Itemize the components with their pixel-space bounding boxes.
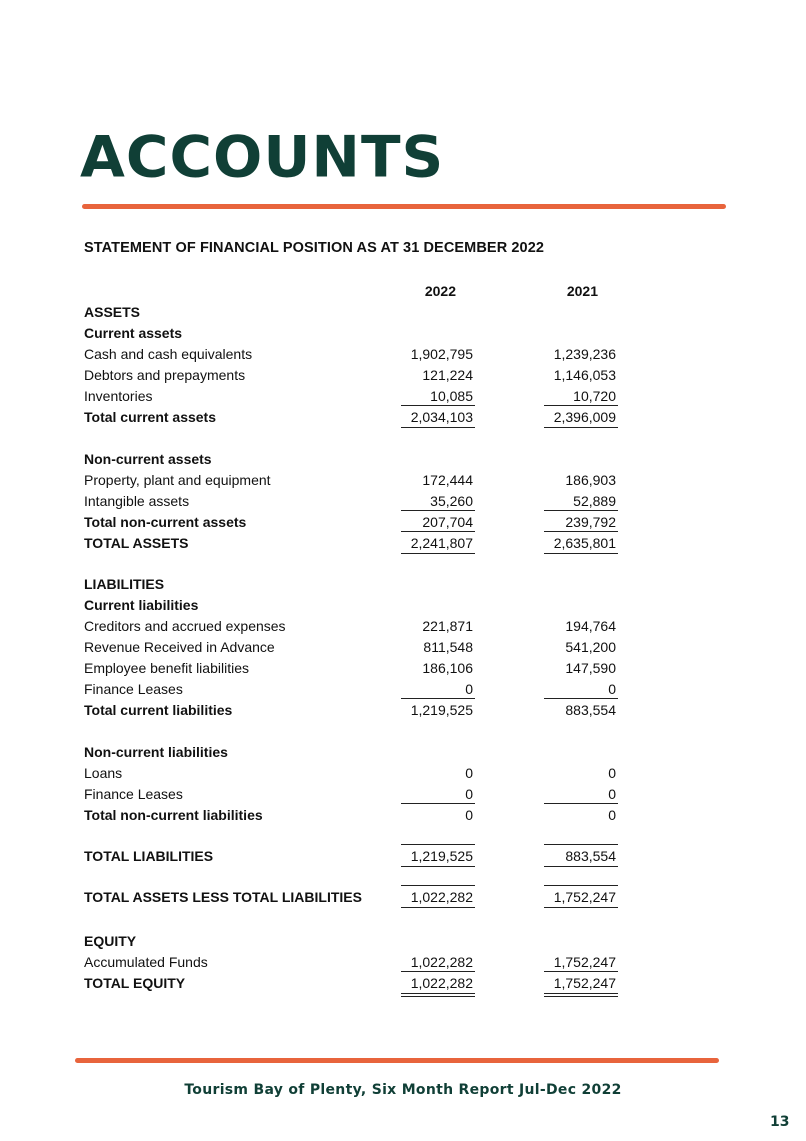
row-label: Accumulated Funds — [84, 954, 208, 970]
subtotal-rule — [401, 510, 475, 511]
value-2021: 1,752,247 — [553, 954, 616, 970]
table-row-total — [84, 407, 624, 428]
value-2021: 0 — [608, 807, 616, 823]
row-label: Revenue Received in Advance — [84, 639, 275, 655]
table-row-grand-total — [84, 533, 624, 554]
value-2021: 0 — [608, 786, 616, 802]
row-label: Total non-current assets — [84, 514, 247, 530]
value-2022: 2,034,103 — [410, 409, 473, 425]
value-2021: 1,752,247 — [553, 889, 616, 905]
footer-text: Tourism Bay of Plenty, Six Month Report Jul-Dec 2022 — [184, 1082, 622, 1098]
value-2021: 10,720 — [573, 388, 616, 404]
table-row — [84, 679, 624, 700]
row-label: Current assets — [84, 325, 183, 341]
subtotal-rule — [544, 531, 618, 532]
row-label: Cash and cash equivalents — [84, 346, 253, 362]
row-label: ASSETS — [84, 304, 141, 320]
value-2021: 186,903 — [565, 472, 616, 488]
row-label: EQUITY — [84, 933, 137, 949]
table-row-net-assets — [84, 887, 624, 908]
subtotal-rule — [401, 531, 475, 532]
value-2022: 1,219,525 — [410, 848, 473, 864]
double-rule — [401, 993, 475, 994]
double-rule — [401, 996, 475, 997]
table-row-assets-heading — [84, 302, 624, 323]
value-2022: 1,022,282 — [410, 889, 473, 905]
total-rule — [401, 427, 475, 428]
double-rule — [401, 907, 475, 908]
value-2022: 35,260 — [430, 493, 473, 509]
subtotal-rule — [401, 844, 475, 845]
subtotal-rule — [544, 971, 618, 972]
subtotal-rule — [401, 885, 475, 886]
value-2022: 0 — [465, 807, 473, 823]
table-row-current-liabilities-heading — [84, 595, 624, 616]
bottom-accent-rule — [75, 1058, 719, 1063]
table-row — [84, 491, 624, 512]
table-row — [84, 637, 624, 658]
value-2022: 1,022,282 — [410, 975, 473, 991]
row-label: Finance Leases — [84, 681, 183, 697]
table-row — [84, 344, 624, 365]
table-row-total — [84, 805, 624, 826]
row-label: TOTAL ASSETS LESS TOTAL LIABILITIES — [84, 889, 362, 905]
row-label: Current liabilities — [84, 597, 199, 613]
table-row-non-current-assets-heading — [84, 449, 624, 470]
row-label: Non-current liabilities — [84, 744, 228, 760]
value-2022: 1,022,282 — [410, 954, 473, 970]
value-2022: 221,871 — [422, 618, 473, 634]
subtotal-rule — [544, 405, 618, 406]
subtotal-rule — [401, 971, 475, 972]
value-2021: 239,792 — [565, 514, 616, 530]
value-2021: 0 — [608, 681, 616, 697]
double-rule — [401, 553, 475, 554]
table-row-liabilities-heading — [84, 574, 624, 595]
subtotal-rule — [544, 803, 618, 804]
row-label: Non-current assets — [84, 451, 212, 467]
subtotal-rule — [401, 803, 475, 804]
double-rule — [544, 907, 618, 908]
value-2022: 1,219,525 — [410, 702, 473, 718]
row-label: Inventories — [84, 388, 153, 404]
page-number: 13 — [770, 1114, 790, 1130]
row-label: TOTAL EQUITY — [84, 975, 186, 991]
value-2022: 10,085 — [430, 388, 473, 404]
value-2021: 147,590 — [565, 660, 616, 676]
row-label: Total current assets — [84, 409, 217, 425]
table-row-total — [84, 700, 624, 721]
double-rule — [544, 993, 618, 994]
subtotal-rule — [401, 698, 475, 699]
table-row — [84, 365, 624, 386]
table-row — [84, 952, 624, 973]
page-title: ACCOUNTS — [80, 123, 445, 191]
value-2022: 0 — [465, 765, 473, 781]
value-2021: 1,239,236 — [553, 346, 616, 362]
row-label: Loans — [84, 765, 123, 781]
row-label: Intangible assets — [84, 493, 190, 509]
value-2022: 0 — [465, 681, 473, 697]
row-label: Total current liabilities — [84, 702, 233, 718]
table-row — [84, 386, 624, 407]
table-row-grand-total — [84, 846, 624, 867]
value-2022: 1,902,795 — [410, 346, 473, 362]
row-label: Debtors and prepayments — [84, 367, 246, 383]
value-2021: 194,764 — [565, 618, 616, 634]
double-rule — [544, 996, 618, 997]
table-row-equity-heading — [84, 931, 624, 952]
value-2022: 207,704 — [422, 514, 473, 530]
table-row-current-assets-heading — [84, 323, 624, 344]
value-2022: 186,106 — [422, 660, 473, 676]
row-label: TOTAL LIABILITIES — [84, 848, 214, 864]
subtotal-rule — [544, 698, 618, 699]
value-2022: 121,224 — [422, 367, 473, 383]
column-header-2021: 2021 — [566, 283, 598, 299]
value-2021: 0 — [608, 765, 616, 781]
value-2022: 2,241,807 — [410, 535, 473, 551]
row-label: Finance Leases — [84, 786, 183, 802]
value-2021: 883,554 — [565, 848, 616, 864]
row-label: TOTAL ASSETS — [84, 535, 189, 551]
row-label: Total non-current liabilities — [84, 807, 263, 823]
total-rule — [544, 866, 618, 867]
table-row — [84, 763, 624, 784]
statement-heading: STATEMENT OF FINANCIAL POSITION AS AT 31 DECEMBER 2022 — [84, 240, 545, 256]
value-2021: 52,889 — [573, 493, 616, 509]
subtotal-rule — [544, 844, 618, 845]
row-label: Property, plant and equipment — [84, 472, 271, 488]
value-2022: 811,548 — [423, 639, 473, 655]
value-2021: 1,146,053 — [553, 367, 616, 383]
column-header-2022: 2022 — [424, 283, 456, 299]
table-row — [84, 616, 624, 637]
double-rule — [544, 553, 618, 554]
table-row-total — [84, 512, 624, 533]
table-row — [84, 784, 624, 805]
value-2021: 1,752,247 — [553, 975, 616, 991]
value-2022: 172,444 — [422, 472, 473, 488]
value-2021: 541,200 — [565, 639, 616, 655]
row-label: Creditors and accrued expenses — [84, 618, 286, 634]
value-2021: 2,635,801 — [553, 535, 616, 551]
value-2021: 883,554 — [565, 702, 616, 718]
value-2021: 2,396,009 — [553, 409, 616, 425]
total-rule — [544, 427, 618, 428]
subtotal-rule — [544, 510, 618, 511]
table-row-grand-total — [84, 973, 624, 994]
table-row — [84, 658, 624, 679]
table-row — [84, 470, 624, 491]
total-rule — [401, 866, 475, 867]
value-2022: 0 — [465, 786, 473, 802]
table-row-non-current-liabilities-heading — [84, 742, 624, 763]
subtotal-rule — [544, 885, 618, 886]
row-label: LIABILITIES — [84, 576, 165, 592]
row-label: Employee benefit liabilities — [84, 660, 249, 676]
subtotal-rule — [401, 405, 475, 406]
